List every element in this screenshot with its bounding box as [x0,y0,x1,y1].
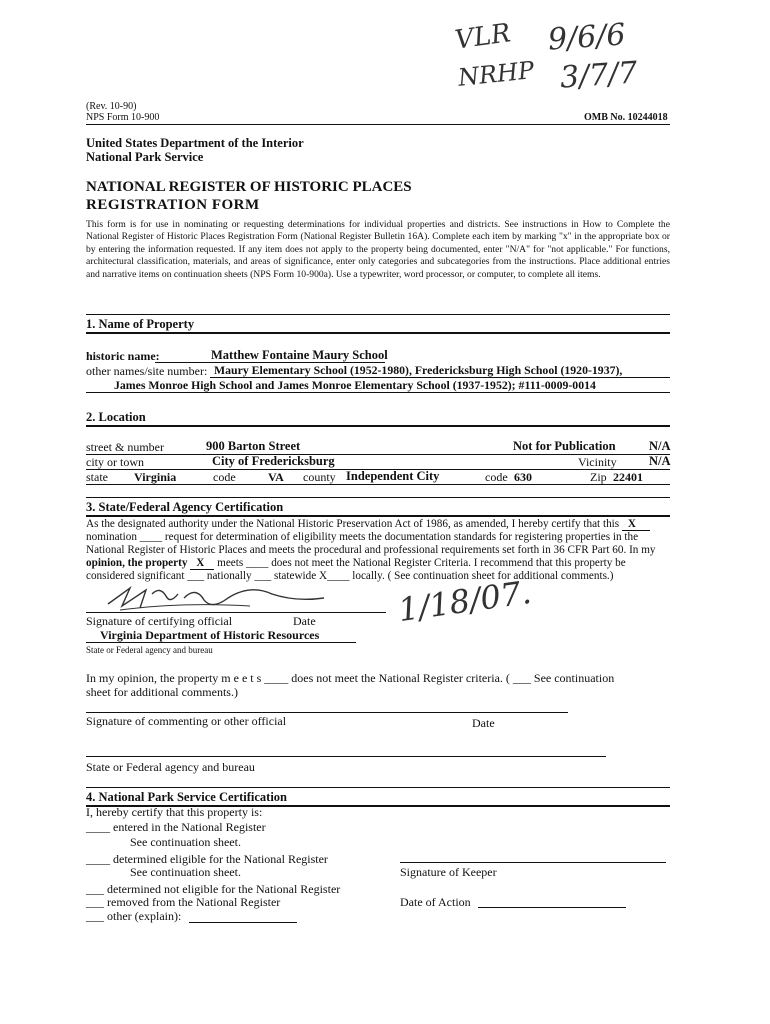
nps-option-other [86,909,181,923]
state-label: state [86,470,108,484]
form-title: NATIONAL REGISTER OF HISTORIC PLACES [86,179,412,195]
not-for-publication-label: Not for Publication [513,439,616,453]
nps-option-other-label: ___ other (explain): [86,909,182,923]
handwritten-nrhp: NRHP [456,56,536,92]
state-code-value: VA [268,470,284,484]
street-value: 900 Barton Street [206,439,301,453]
other-names-label: other names/site number: [86,364,208,378]
state-code-label: code [213,470,236,484]
certifying-date-label: Date [293,614,316,628]
keeper-signature-label: Signature of Keeper [400,865,497,879]
section3-heading: 3. State/Federal Agency Certification [86,500,284,514]
nps-intro: I, hereby certify that this property is: [86,805,263,819]
section3-top-rule [86,497,670,498]
commenting-signature-rule [86,712,568,713]
other-names-rule-2 [86,392,670,393]
date-of-action-rule [478,907,626,908]
section4-top-rule [86,787,670,788]
vicinity-label: Vicinity [578,455,617,469]
nps-option-eligible-continuation: See continuation sheet. [130,865,241,879]
header-rule [86,124,670,125]
historic-name-value: Matthew Fontaine Maury School [211,348,388,362]
nps-other-rule [189,922,297,923]
section1-top-rule [86,314,670,315]
city-value: City of Fredericksburg [212,454,335,468]
keeper-signature-rule [400,862,666,863]
section2-heading: 2. Location [86,410,146,424]
agency2-rule [86,756,606,757]
section2-heading-rule [86,425,670,427]
city-label: city or town [86,455,144,469]
state-agency-label: State or Federal agency and bureau [86,645,213,655]
omb-number: OMB No. 10244018 [584,112,668,123]
section1-heading-rule [86,332,670,334]
form-instructions: This form is for use in nominating or requesting determinations for individual properties and districts. See instructions in How to Complete the National Register of Historic Places Registration Form (National Register Bulletin 16A). Complete each item by marking "x" in the appropriate box or by entering the information requested. If any item does not apply to the property being documented, enter "N/A" for "not applicable." For functions, architectural classification, materials, and areas of significance, enter only categories and subcategories from the instructions. Place additional entries and narrative items on continuation sheets (NPS Form 10-900a). Use a typewriter, word processor, or computer, to complete all items. [86,219,670,280]
certification-line-3: National Register of Historic Places and meets the procedural and professional requirements set forth in 36 CFR Part 60. In my [86,544,656,556]
handwritten-date-2: 3/7/7 [558,55,639,96]
section4-heading: 4. National Park Service Certification [86,790,287,804]
section1-heading: 1. Name of Property [86,317,195,331]
certification-text-1: As the designated authority under the National Historic Preservation Act of 1986, as amended, I hereby certify that this [86,518,620,530]
nps-option-entered-continuation: See continuation sheet. [130,835,241,849]
form-subtitle: REGISTRATION FORM [86,197,260,213]
not-for-publication-value: N/A [649,439,671,453]
state-value: Virginia [134,470,177,484]
meets-criteria-text: meets ____ does not meet the National Register Criteria. I recommend that this property be [217,557,626,569]
commenting-signature-label: Signature of commenting or other official [86,714,287,728]
certifying-signature-label: Signature of certifying official [86,614,233,628]
county-label: county [303,470,336,484]
zip-label: Zip [590,470,607,484]
form-number: NPS Form 10-900 [86,112,160,123]
certification-line-4 [86,556,626,570]
agency-line-1: United States Department of the Interior [86,136,304,150]
other-names-value-1: Maury Elementary School (1952-1980), Fredericksburg High School (1920-1937), [214,363,623,377]
nps-option-entered: ____ entered in the National Register [86,820,266,834]
commenting-opinion-line-1: In my opinion, the property m e e t s ____ does not meet the National Register criteria. ( ___ See continuation [86,671,615,685]
nomination-check: X [622,518,650,531]
other-names-value-2: James Monroe High School and James Monroe Elementary School (1937-1952); #111-0009-0014 [114,378,596,392]
signature-rule [86,612,386,613]
opinion-text: opinion, the property [86,557,188,569]
meets-check: X [190,557,214,570]
handwritten-vlr: VLR [453,18,513,56]
nps-option-removed: ___ removed from the National Register [86,895,281,909]
nps-option-eligible: ____ determined eligible for the National Register [86,852,328,866]
handwritten-signature-date: 1/18/07. [396,572,534,630]
zip-value: 22401 [613,470,643,484]
certifying-signature [100,580,330,616]
county-code-label: code [485,470,508,484]
certification-line-1 [86,517,650,531]
form-revision: (Rev. 10-90) [86,101,137,112]
agency-line-2: National Park Service [86,150,204,164]
handwritten-date-1: 9/6/6 [546,17,627,58]
vicinity-value: N/A [649,454,671,468]
state-agency-value: Virginia Department of Historic Resources [100,628,320,642]
commenting-date-label: Date [472,716,495,730]
agency2-label: State or Federal agency and bureau [86,760,255,774]
county-value: Independent City [346,469,440,483]
certification-line-5: considered significant ___ nationally ___ statewide X____ locally. ( See continuation sheet for additional comments.) [86,570,614,582]
commenting-opinion-line-2: sheet for additional comments.) [86,685,238,699]
state-rule [86,484,670,485]
street-label: street & number [86,440,164,454]
county-code-value: 630 [514,470,532,484]
nps-option-not-eligible: ___ determined not eligible for the National Register [86,882,341,896]
date-of-action-label: Date of Action [400,895,471,909]
historic-name-label: historic name: [86,349,160,363]
certification-line-2: nomination ____ request for determination of eligibility meets the documentation standards for registering properties in the [86,531,639,543]
